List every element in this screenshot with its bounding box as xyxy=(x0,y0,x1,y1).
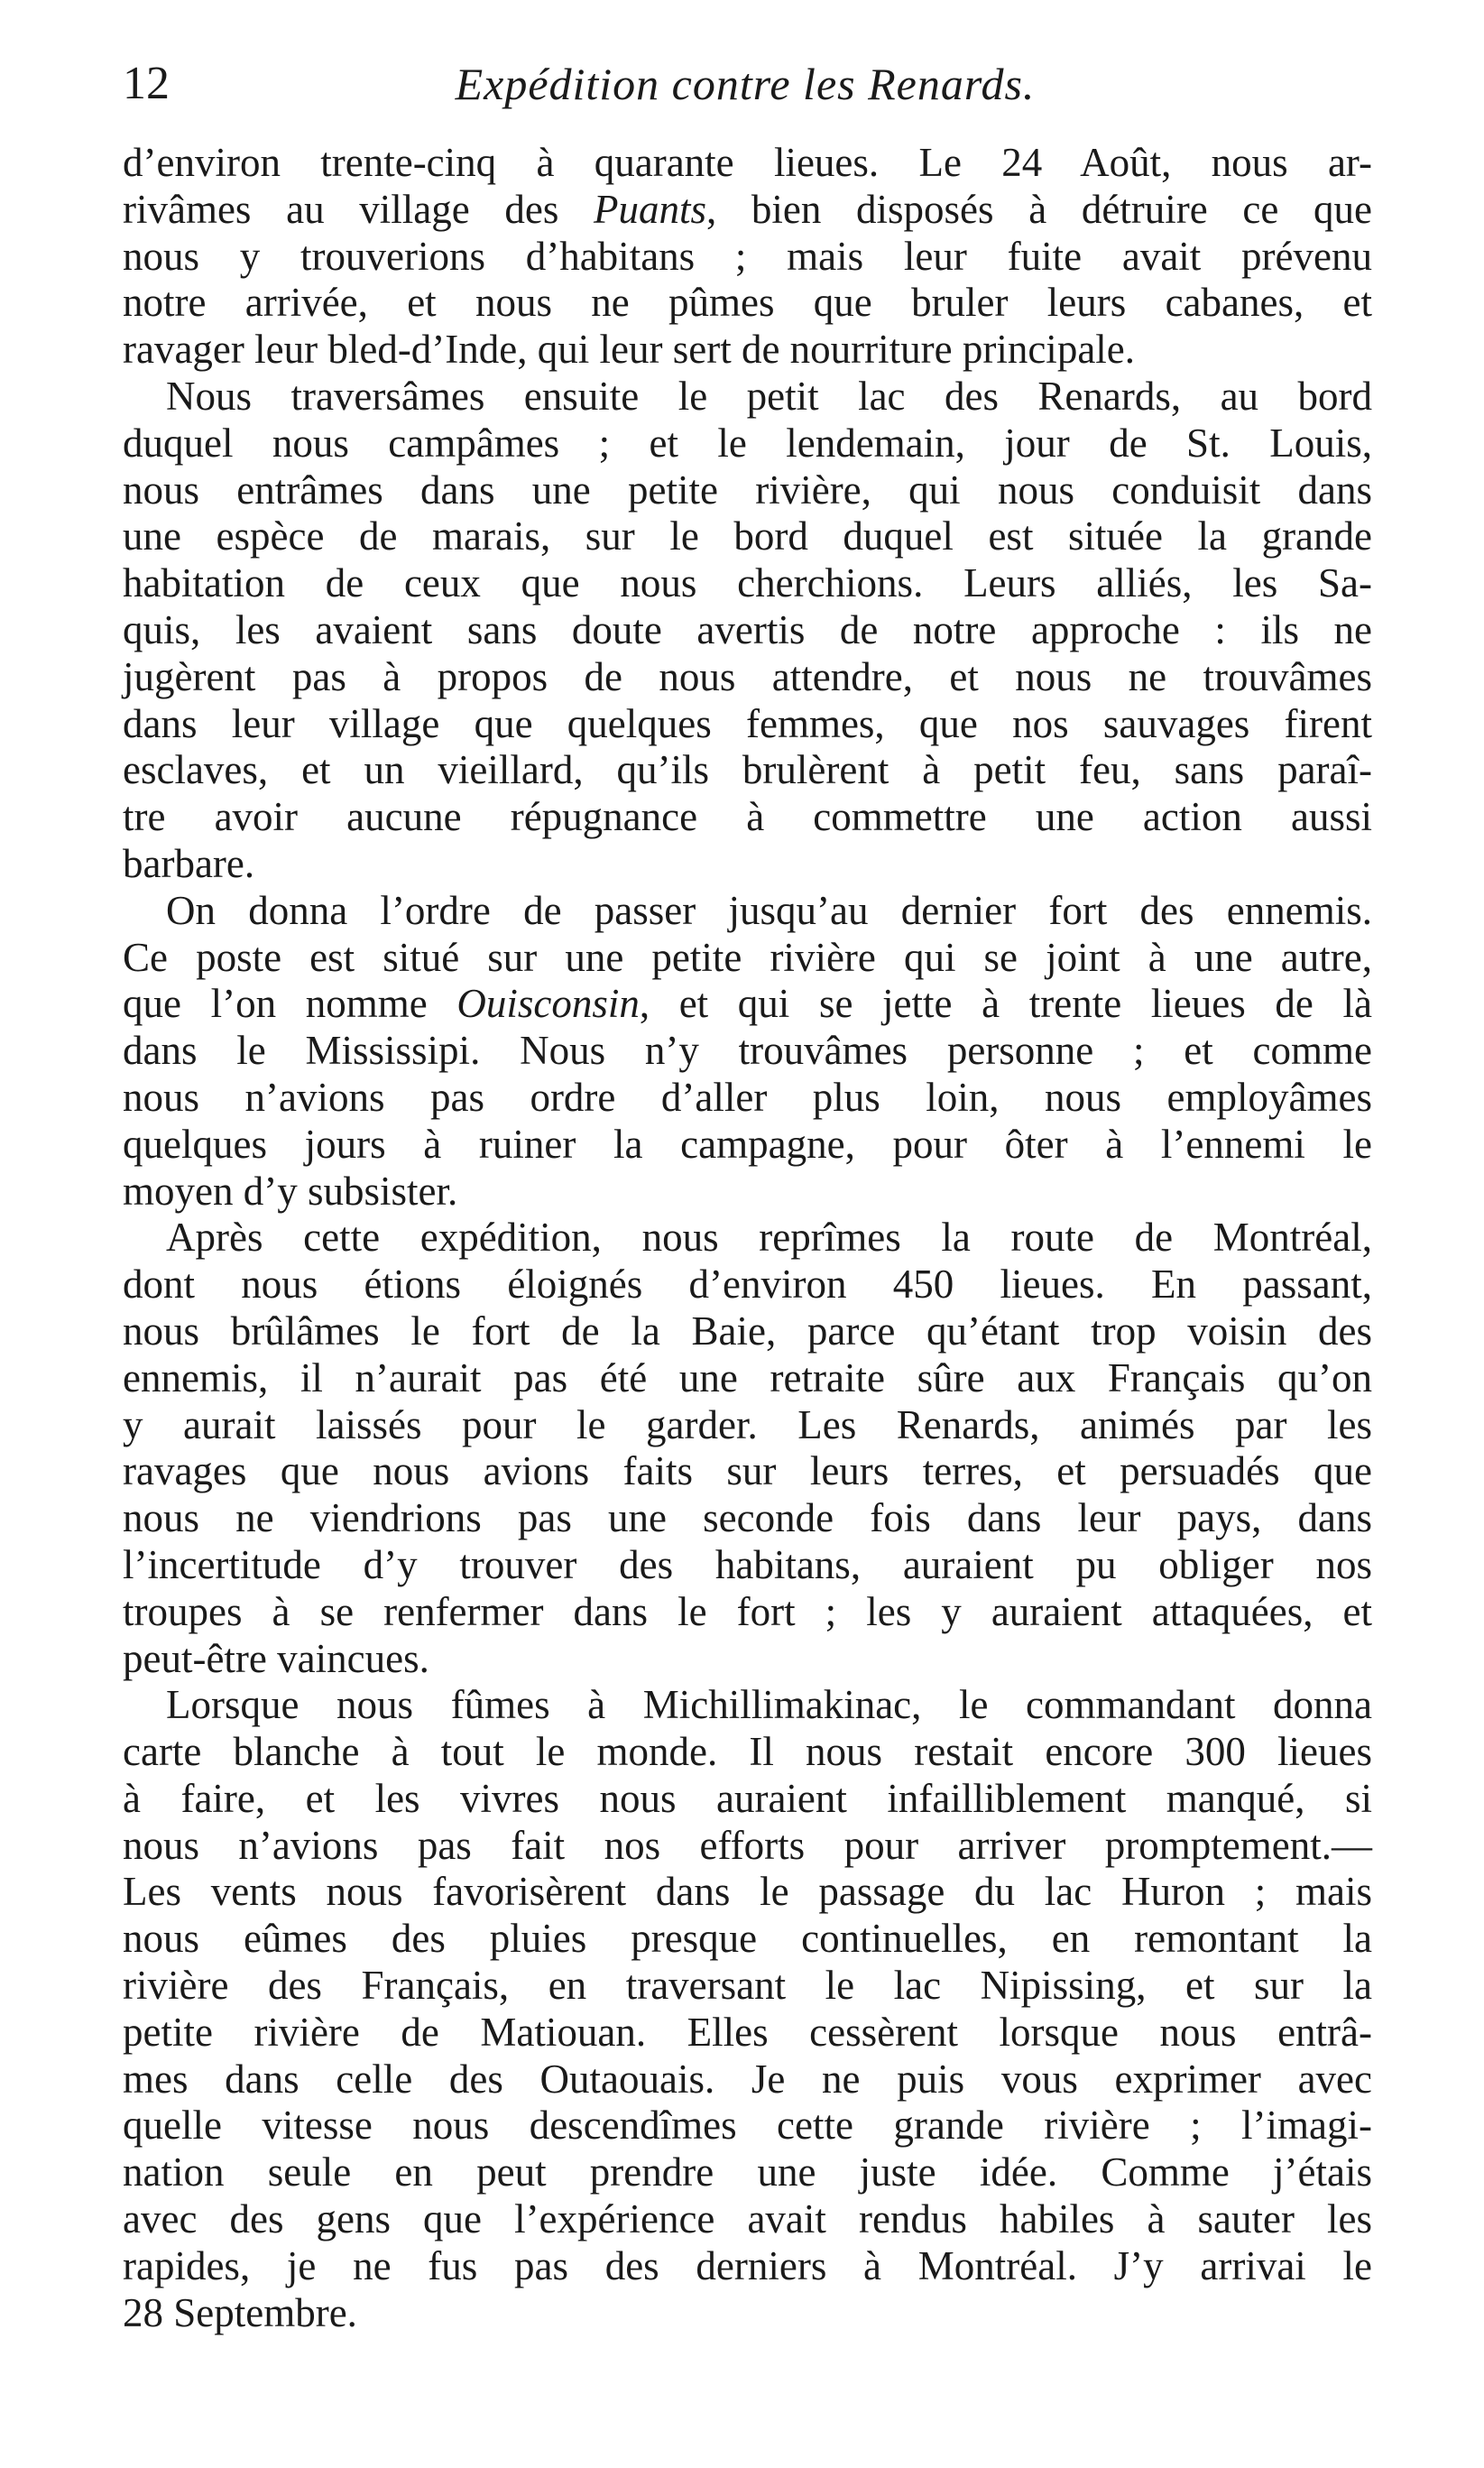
text-run: quelle vitesse nous descendîmes cette grande rivière ; l’imagi- xyxy=(123,2103,1372,2149)
text-line xyxy=(123,1028,1372,1075)
text-line xyxy=(123,981,1372,1028)
text-run: d’environ trente-cinq à quarante lieues. Le 24 Août, nous ar- xyxy=(123,140,1372,185)
text-line xyxy=(123,2290,1372,2337)
text-line xyxy=(123,1308,1372,1355)
text-run: ravages que nous avions faits sur leurs terres, et persuadés que xyxy=(123,1448,1372,1494)
text-run: une espèce de marais, sur le bord duquel est située la grande xyxy=(123,513,1372,559)
text-run: nous ne viendrions pas une seconde fois dans leur pays, dans xyxy=(123,1495,1372,1541)
text-line xyxy=(123,1729,1372,1776)
text-line xyxy=(123,2010,1372,2057)
text-run: Nous traversâmes ensuite le petit lac des Renards, au bord xyxy=(166,373,1372,419)
text-run: nous brûlâmes le fort de la Baie, parce qu’étant trop voisin des xyxy=(123,1308,1372,1354)
text-line xyxy=(123,1869,1372,1916)
text-run: rivière des Français, en traversant le lac Nipissing, et sur la xyxy=(123,1963,1372,2009)
text-run: nous entrâmes dans une petite rivière, qui nous conduisit dans xyxy=(123,467,1372,513)
text-run: dont nous étions éloignés d’environ 450 lieues. En passant, xyxy=(123,1262,1372,1308)
text-run: tre avoir aucune répugnance à commettre une action aussi xyxy=(123,794,1372,840)
text-line xyxy=(123,794,1372,841)
text-line xyxy=(123,374,1372,421)
text-run: Les vents nous favorisèrent dans le passage du lac Huron ; mais xyxy=(123,1869,1372,1915)
text-line xyxy=(123,1823,1372,1870)
page-header xyxy=(123,52,1368,116)
text-line xyxy=(123,2243,1372,2290)
text-run: avec des gens que l’expérience avait rendus habiles à sauter les xyxy=(123,2196,1372,2242)
text-line xyxy=(123,2196,1372,2243)
text-line xyxy=(123,1495,1372,1542)
text-run: nous n’avions pas fait nos efforts pour arriver promptement.— xyxy=(123,1822,1372,1868)
body-text xyxy=(123,140,1372,2336)
text-line xyxy=(123,234,1372,281)
text-line xyxy=(123,1355,1372,1402)
text-run: rapides, je ne fus pas des derniers à Montréal. J’y arrivai le xyxy=(123,2242,1372,2288)
text-line xyxy=(123,1122,1372,1169)
text-line xyxy=(123,1075,1372,1122)
text-line xyxy=(123,467,1372,514)
text-run: esclaves, et un vieillard, qu’ils brulèrent à petit feu, sans paraî- xyxy=(123,747,1372,793)
text-run: jugèrent pas à propos de nous attendre, et nous ne trouvâmes xyxy=(123,653,1372,699)
text-run: , bien disposés à détruire ce que xyxy=(706,186,1372,232)
text-run: mes dans celle des Outaouais. Je ne puis vous exprimer avec xyxy=(123,2056,1372,2102)
text-line xyxy=(123,1448,1372,1495)
text-line xyxy=(123,654,1372,701)
text-run: Ce poste est situé sur une petite rivière qui se joint à une autre, xyxy=(123,934,1372,980)
text-line xyxy=(123,1542,1372,1589)
text-line xyxy=(123,513,1372,560)
text-line xyxy=(123,1636,1372,1683)
text-line xyxy=(123,1963,1372,2010)
text-line xyxy=(123,607,1372,654)
text-line xyxy=(123,841,1372,888)
text-run: à faire, et les vivres nous auraient infailliblement manqué, si xyxy=(123,1775,1372,1821)
text-run: dans le Mississipi. Nous n’y trouvâmes personne ; et comme xyxy=(123,1028,1372,1074)
text-line xyxy=(123,1262,1372,1308)
text-line xyxy=(123,280,1372,327)
text-line xyxy=(123,560,1372,607)
italic-text: Puants xyxy=(593,186,706,232)
text-run: Lorsque nous fûmes à Michillimakinac, le commandant donna xyxy=(166,1682,1372,1728)
text-line xyxy=(123,1916,1372,1963)
text-line xyxy=(123,327,1372,374)
text-run: l’incertitude d’y trouver des habitans, auraient pu obliger nos xyxy=(123,1541,1372,1587)
text-line xyxy=(123,2057,1372,2103)
text-line xyxy=(123,1215,1372,1262)
text-run: duquel nous campâmes ; et le lendemain, jour de St. Louis, xyxy=(123,420,1372,466)
running-title: Expédition contre les Renards. xyxy=(455,59,1036,109)
text-line xyxy=(123,421,1372,467)
text-run: quis, les avaient sans doute avertis de notre approche : ils ne xyxy=(123,606,1372,652)
text-run: nous n’avions pas ordre d’aller plus loin, nous employâmes xyxy=(123,1074,1372,1120)
text-line xyxy=(123,2103,1372,2149)
text-run: barbare. xyxy=(123,840,255,886)
text-run: quelques jours à ruiner la campagne, pour ôter à l’ennemi le xyxy=(123,1121,1372,1167)
text-run: nous eûmes des pluies presque continuelles, en remontant la xyxy=(123,1916,1372,1962)
page-number: 12 xyxy=(123,58,170,109)
text-line xyxy=(123,1402,1372,1449)
text-run: dans leur village que quelques femmes, que nos sauvages firent xyxy=(123,700,1372,746)
text-line xyxy=(123,701,1372,748)
text-line xyxy=(123,1169,1372,1216)
text-line xyxy=(123,187,1372,234)
text-run: que l’on nomme xyxy=(123,981,457,1027)
text-run: 28 Septembre. xyxy=(123,2289,357,2335)
text-line xyxy=(123,1682,1372,1729)
text-run: Après cette expédition, nous reprîmes la route de Montréal, xyxy=(166,1215,1372,1261)
text-run: rivâmes au village des xyxy=(123,186,594,232)
text-run: , et qui se jette à trente lieues de là xyxy=(639,981,1372,1027)
text-run: carte blanche à tout le monde. Il nous restait encore 300 lieues xyxy=(123,1729,1372,1775)
text-run: nation seule en peut prendre une juste idée. Comme j’étais xyxy=(123,2149,1372,2195)
text-run: On donna l’ordre de passer jusqu’au dernier fort des ennemis. xyxy=(166,887,1372,933)
text-run: ravager leur bled-d’Inde, qui leur sert de nourriture principale. xyxy=(123,327,1136,373)
text-line xyxy=(123,2149,1372,2196)
text-line xyxy=(123,140,1372,187)
italic-text: Ouisconsin xyxy=(456,981,640,1027)
text-run: habitation de ceux que nous cherchions. Leurs alliés, les Sa- xyxy=(123,560,1372,606)
text-run: troupes à se renfermer dans le fort ; les y auraient attaquées, et xyxy=(123,1588,1372,1634)
text-line xyxy=(123,747,1372,794)
text-line xyxy=(123,888,1372,935)
text-line xyxy=(123,935,1372,982)
text-line xyxy=(123,1776,1372,1823)
text-run: peut-être vaincues. xyxy=(123,1635,429,1681)
text-line xyxy=(123,1589,1372,1636)
text-run: moyen d’y subsister. xyxy=(123,1168,458,1214)
text-run: y aurait laissés pour le garder. Les Renards, animés par les xyxy=(123,1401,1372,1447)
text-run: petite rivière de Matiouan. Elles cessèrent lorsque nous entrâ- xyxy=(123,2009,1372,2055)
text-run: nous y trouverions d’habitans ; mais leur fuite avait prévenu xyxy=(123,233,1372,279)
text-run: notre arrivée, et nous ne pûmes que bruler leurs cabanes, et xyxy=(123,280,1372,326)
text-run: ennemis, il n’aurait pas été une retraite sûre aux Français qu’on xyxy=(123,1354,1372,1400)
